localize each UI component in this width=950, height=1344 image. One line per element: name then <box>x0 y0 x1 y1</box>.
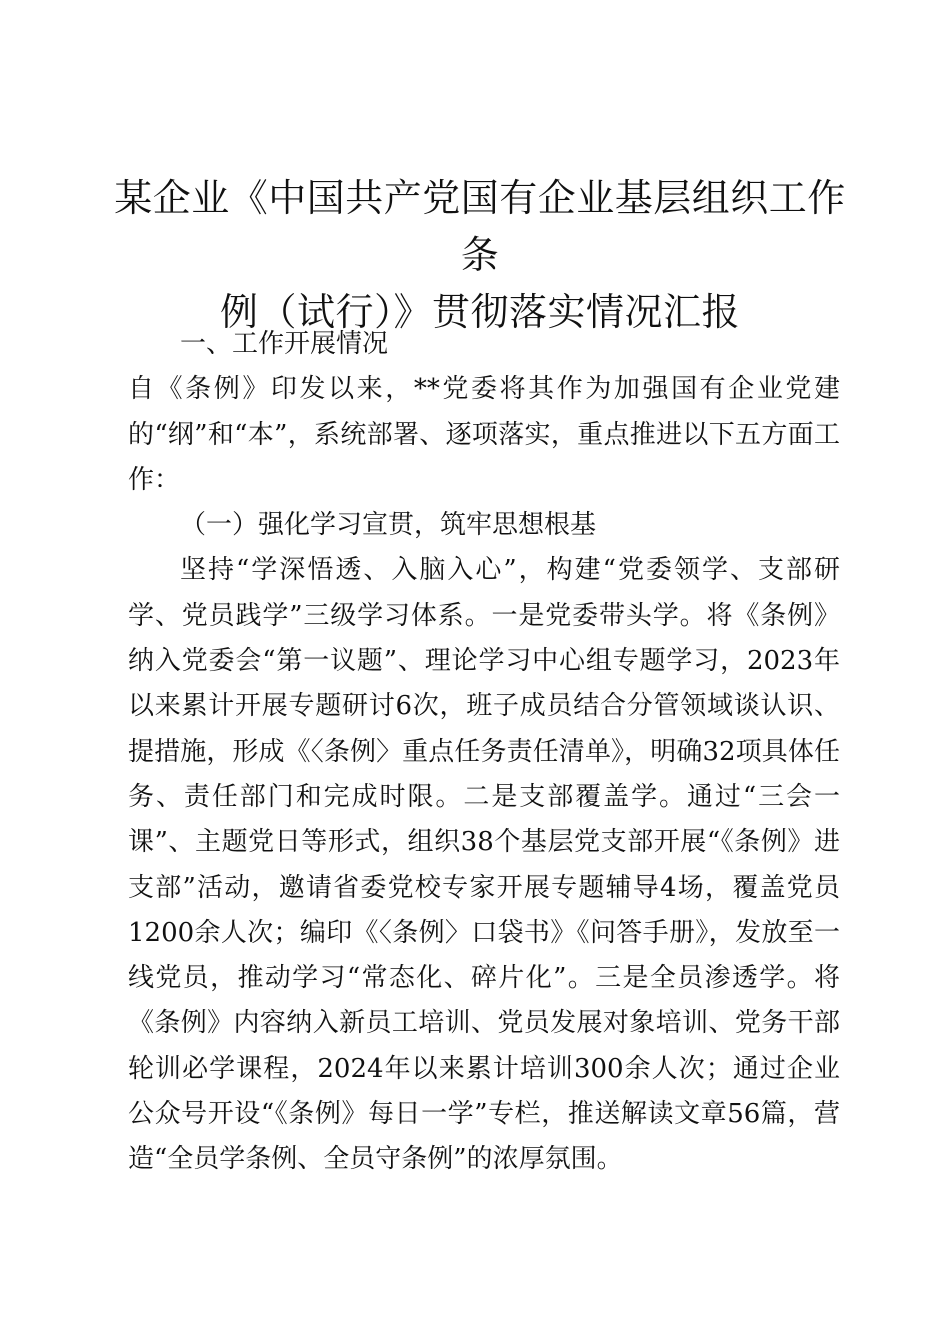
intro-paragraph: 自《条例》印发以来，**党委将其作为加强国有企业党建的“纲”和“本”，系统部署、逐项落实，重点推进以下五方面工作： <box>128 374 840 495</box>
document-body <box>128 322 840 1183</box>
title-line-1: 某企业《中国共产党国有企业基层组织工作条 <box>114 176 846 277</box>
title-line-2: 例（试行）》贯彻落实情况汇报 <box>219 290 740 334</box>
document-title <box>110 170 850 341</box>
section-heading: 一、工作开展情况 <box>180 329 389 359</box>
body-paragraph: 坚持“学深悟透、入脑入心”，构建“党委领学、支部研学、党员践学”三级学习体系。一是党委带头学。将《条例》纳入党委会“第一议题”、理论学习中心组专题学习，2023年以来累计开展专题研讨6次，班子成员结合分管领域谈认识、提措施，形成《〈条例〉重点任务责任清单》，明确32项具体任务、责任部门和完成时限。二是支部覆盖学。通过“三会一课”、主题党日等形式，组织38个基层党支部开展“《条例》进支部”活动，邀请省委党校专家开展专题辅导4场，覆盖党员1200余人次；编印《〈条例〉口袋书》《问答手册》，发放至一线党员，推动学习“常态化、碎片化”。三是全员渗透学。将《条例》内容纳入新员工培训、党员发展对象培训、党务干部轮训必学课程，2024年以来累计培训300余人次；通过企业公众号开设“《条例》每日一学”专栏，推送解读文章56篇，营造“全员学条例、全员守条例”的浓厚氛围。 <box>128 555 840 1175</box>
subsection-heading: （一）强化学习宣贯，筑牢思想根基 <box>180 510 597 541</box>
